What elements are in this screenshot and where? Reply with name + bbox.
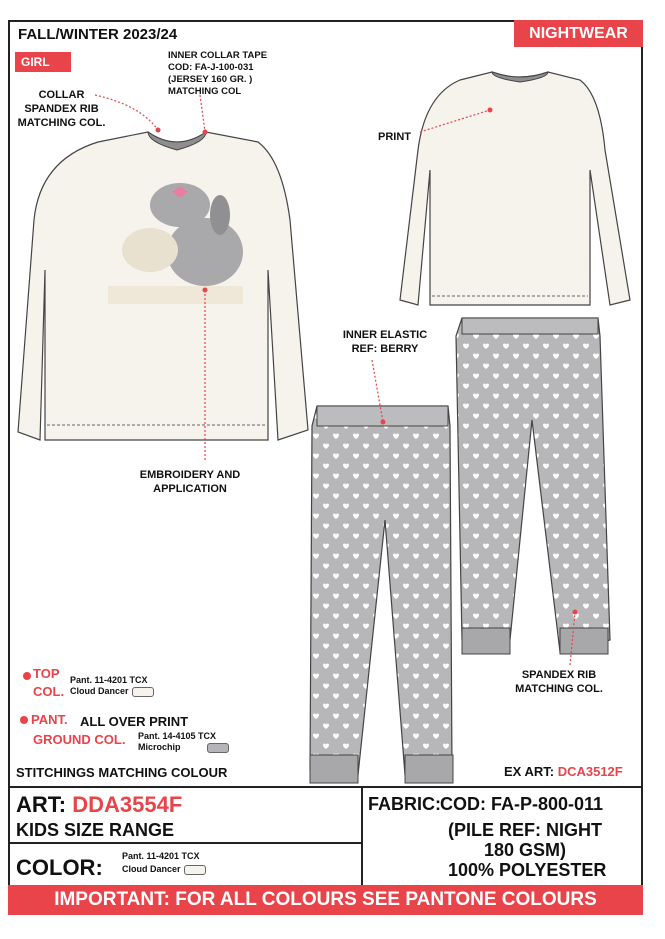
- art-row: [16, 792, 182, 818]
- important-footer: IMPORTANT: FOR ALL COLOURS SEE PANTONE COLOURS: [8, 885, 643, 915]
- collar-tape-callout: INNER COLLAR TAPE COD: FA-J-100-031 (JERSEY 160 GR. ) MATCHING COL: [168, 50, 268, 97]
- gender-badge: GIRL: [15, 52, 71, 72]
- size-range: KIDS SIZE RANGE: [16, 820, 175, 840]
- embroidery-callout: EMBROIDERY AND APPLICATION: [139, 469, 241, 495]
- fabric-line-2: 180 GSM): [484, 840, 567, 860]
- pant-color-swatch: [207, 743, 229, 753]
- stitching-note: STITCHINGS MATCHING COLOUR: [16, 765, 228, 780]
- info-divider: [361, 786, 363, 885]
- art-label: ART:: [16, 792, 67, 817]
- color-label: COLOR:: [16, 855, 103, 880]
- top-color-name: Cloud Dancer: [70, 686, 129, 696]
- top-color-row: [70, 686, 154, 697]
- ex-art-row: [504, 764, 623, 779]
- color-name-row: [122, 864, 206, 875]
- pant-color-row: [138, 742, 229, 753]
- top-col-label-1: TOP: [33, 666, 60, 681]
- front-pants-drawing: [310, 406, 453, 783]
- spandex-rib-callout: SPANDEX RIB MATCHING COL.: [515, 669, 603, 695]
- color-swatch: [184, 865, 206, 875]
- ex-art-label: EX ART:: [504, 764, 555, 779]
- pant-label-2: GROUND COL.: [33, 732, 126, 747]
- art-code: DDA3554F: [72, 792, 183, 817]
- back-top-drawing: [400, 72, 630, 305]
- fabric-line-3: 100% POLYESTER: [448, 860, 607, 880]
- print-callout: PRINT: [378, 131, 411, 143]
- info-divider-h: [8, 842, 363, 844]
- collar-callout: COLLAR SPANDEX RIB MATCHING COL.: [17, 89, 106, 129]
- category-badge: NIGHTWEAR: [514, 20, 643, 47]
- top-color-swatch: [132, 687, 154, 697]
- pant-pantone: Pant. 14-4105 TCX: [138, 731, 217, 741]
- fabric-label: FABRIC:: [368, 794, 441, 814]
- elastic-callout: INNER ELASTIC REF: BERRY: [342, 329, 428, 355]
- fabric-line-1: (PILE REF: NIGHT: [448, 820, 602, 840]
- ex-art-code: DCA3512F: [557, 764, 623, 779]
- back-pants-drawing: [456, 318, 610, 654]
- top-col-label-2: COL.: [33, 684, 65, 699]
- pant-color-name: Microchip: [138, 742, 181, 752]
- top-pantone: Pant. 11-4201 TCX: [70, 675, 148, 685]
- season-title: FALL/WINTER 2023/24: [18, 26, 178, 43]
- pant-label-1: PANT.: [31, 712, 68, 727]
- front-top-drawing: [18, 132, 308, 440]
- fabric-code: COD: FA-P-800-011: [440, 794, 604, 814]
- color-name: Cloud Dancer: [122, 864, 181, 874]
- color-pantone: Pant. 11-4201 TCX: [122, 851, 200, 861]
- pant-print-label: ALL OVER PRINT: [80, 714, 189, 729]
